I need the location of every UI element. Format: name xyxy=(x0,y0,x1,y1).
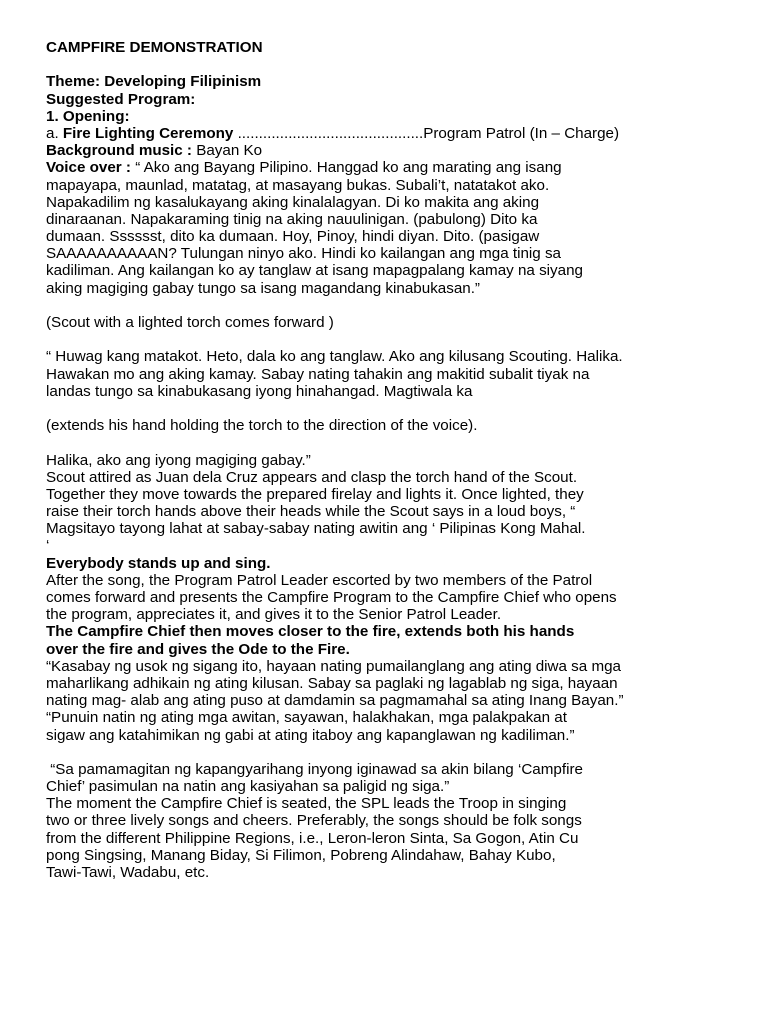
moment-line: Tawi-Tawi, Wadabu, etc. xyxy=(46,864,210,881)
moment-line: two or three lively songs and cheers. Preferably, the songs should be folk songs xyxy=(46,812,582,830)
voice-over-text-line: dinaraanan. Napakaraming tinig na aking nauulinigan. (pabulong) Dito ka xyxy=(46,210,538,228)
pamamagitan-line: Chief’ pasimulan na natin ang kasiyahan sa paligid ng siga.” xyxy=(46,778,450,796)
moment-line: from the different Philippine Regions, i.e., Leron-leron Sinta, Sa Gogon, Atin Cu xyxy=(46,829,579,847)
scout-speech-line: landas tungo sa kinabukasang iyong hinahangad. Magtiwala ka xyxy=(46,382,473,400)
voice-over-text-line: mapayapa, maunlad, matatag, at masayang bukas. Subali’t, natatakot ako. xyxy=(46,176,550,194)
moment-line: The moment the Campfire Chief is seated, the SPL leads the Troop in singing xyxy=(46,795,567,813)
voice-over-text-line: aking magiging gabay tungo sa isang magandang kinabukasan.” xyxy=(46,279,480,297)
opening-heading: 1. Opening: xyxy=(46,107,130,125)
ode-line: “Punuin natin ng ating mga awitan, sayawan, halakhakan, mga palakpakan at xyxy=(46,709,567,727)
voice-over-text-line: SAAAAAAAAAAN? Tulungan ninyo ako. Hindi ko kailangan ang mga tinig sa xyxy=(46,245,562,263)
document-title: CAMPFIRE DEMONSTRATION xyxy=(46,39,263,56)
fire-lighting-dots: ............................................ xyxy=(233,124,424,142)
halika-line: raise their torch hands above their heads while the Scout says in a loud boys, “ xyxy=(46,503,576,521)
background-music-value: Bayan Ko xyxy=(192,142,263,160)
extends-hand-direction: (extends his hand holding the torch to the direction of the voice). xyxy=(46,417,478,435)
background-music-label: Background music : xyxy=(46,142,192,160)
scout-speech-line: “ Huwag kang matakot. Heto, dala ko ang tanglaw. Ako ang kilusang Scouting. Halika. xyxy=(46,348,623,366)
voice-over-text-line: dumaan. Sssssst, dito ka dumaan. Hoy, Pinoy, hindi diyan. Dito. (pasigaw xyxy=(46,228,540,246)
halika-line: Halika, ako ang iyong magiging gabay.” xyxy=(46,451,311,469)
spacer xyxy=(46,297,736,314)
chief-moves-line: The Campfire Chief then moves closer to the fire, extends both his hands xyxy=(46,623,575,641)
after-song-line: comes forward and presents the Campfire Program to the Campfire Chief who opens xyxy=(46,589,617,606)
spacer xyxy=(46,56,736,73)
fire-lighting-label: Fire Lighting Ceremony xyxy=(62,124,234,142)
voice-over-first-line: “ Ako ang Bayang Pilipino. Hanggad ko ang marating ang isang xyxy=(130,159,562,177)
voice-over-text-line: Napakadilim ng kasalukayang aking kinalalagyan. Di ko makita ang aking xyxy=(46,193,540,211)
ode-line: maharlikang adhikain ng ating kilusan. Sabay sa paglaki ng lagablab ng siga, hayaan xyxy=(46,674,618,692)
spacer xyxy=(46,331,736,348)
halika-line: Scout attired as Juan dela Cruz appears and clasp the torch hand of the Scout. xyxy=(46,468,578,486)
moment-line: pong Singsing, Manang Biday, Si Filimon, Pobreng Alindahaw, Bahay Kubo, xyxy=(46,846,556,864)
theme-heading: Theme: Developing Filipinism xyxy=(46,73,262,91)
fire-lighting-prefix: a. xyxy=(46,124,63,142)
scout-speech-line: Hawakan mo ang aking kamay. Sabay nating tahakin ang makitid subalit tiyak na xyxy=(46,365,590,383)
fire-lighting-line xyxy=(46,125,736,142)
spacer xyxy=(46,744,736,761)
after-song-line: the program, appreciates it, and gives it to the Senior Patrol Leader. xyxy=(46,606,502,624)
halika-line: ‘ xyxy=(46,537,50,555)
chief-moves-line: over the fire and gives the Ode to the Fire. xyxy=(46,640,350,658)
voice-over-label: Voice over : xyxy=(46,159,131,177)
pamamagitan-line: “Sa pamamagitan ng kapangyarihang inyong iginawad sa akin bilang ‘Campfire xyxy=(46,760,583,778)
document-body xyxy=(46,39,736,881)
scout-torch-direction: (Scout with a lighted torch comes forward ) xyxy=(46,314,334,331)
after-song-line: After the song, the Program Patrol Leader escorted by two members of the Patrol xyxy=(46,571,593,589)
ode-line: nating mag- alab ang ating puso at damdamin sa pagmamahal sa ating Inang Bayan.” xyxy=(46,692,624,710)
fire-lighting-in-charge: Program Patrol (In – Charge) xyxy=(423,124,620,142)
ode-line: “Kasabay ng usok ng sigang ito, hayaan nating pumailanglang ang ating diwa sa mga xyxy=(46,657,621,675)
ode-line: sigaw ang katahimikan ng gabi at ating itaboy ang kapanglawan ng kadiliman.” xyxy=(46,726,575,744)
everybody-stands-heading: Everybody stands up and sing. xyxy=(46,554,271,572)
voice-over-line xyxy=(46,159,736,176)
suggested-program-heading: Suggested Program: xyxy=(46,90,196,108)
spacer xyxy=(46,434,736,451)
voice-over-text-line: kadiliman. Ang kailangan ko ay tanglaw at isang mapagpalang kamay na siyang xyxy=(46,262,583,280)
background-music-line xyxy=(46,142,736,159)
halika-line: Together they move towards the prepared firelay and lights it. Once lighted, they xyxy=(46,485,584,503)
halika-line: Magsitayo tayong lahat at sabay-sabay nating awitin ang ‘ Pilipinas Kong Mahal. xyxy=(46,520,586,538)
spacer xyxy=(46,400,736,417)
